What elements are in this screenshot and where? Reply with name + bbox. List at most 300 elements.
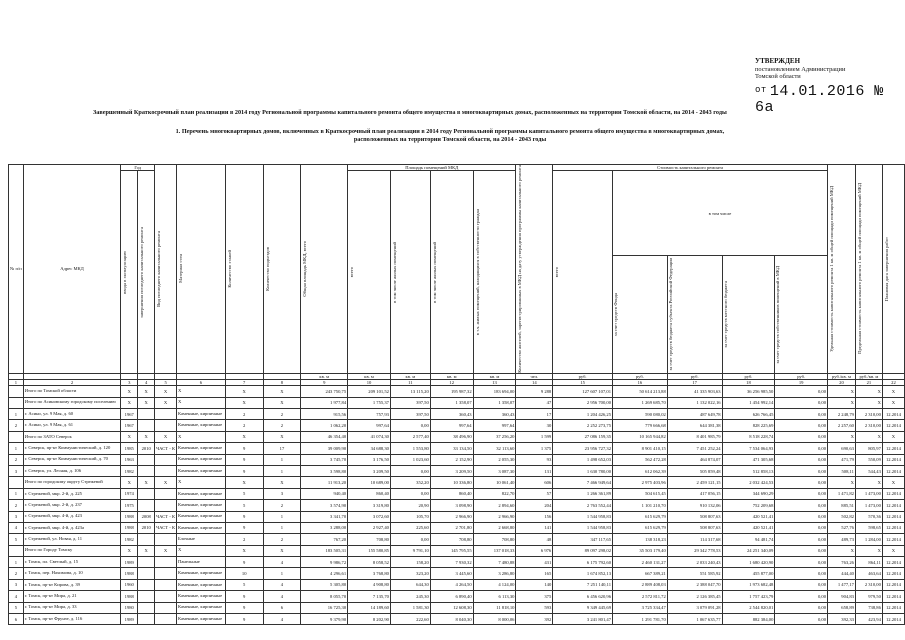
table-cell: 527,76 (828, 522, 856, 533)
table-cell: 6 175 792,60 (553, 557, 613, 568)
header-area-group: Площадь помещений МКД (348, 165, 516, 171)
header-row-mid (9, 171, 905, 256)
table-cell: 3 087,30 (473, 465, 516, 476)
unit-cell: руб. (613, 373, 668, 379)
table-cell: 0,00 (775, 443, 828, 454)
table-cell: 2 257,60 (828, 420, 856, 431)
table-cell: ЧАСТ - К (155, 511, 177, 522)
table-cell: 1988 (121, 511, 138, 522)
table-cell: 9 791,10 (390, 545, 430, 556)
table-cell: X (882, 431, 904, 442)
table-cell: 4 124,00 (473, 579, 516, 590)
table-cell: 4 296,61 (301, 568, 348, 579)
table-cell (138, 602, 155, 613)
table-row (9, 522, 905, 533)
table-cell: 93 (516, 454, 553, 465)
table-cell: 1 581,30 (390, 602, 430, 613)
table-cell: X (855, 431, 882, 442)
table-cell: 3 598,80 (301, 465, 348, 476)
table-cell: Каменные, кирпичные (177, 420, 226, 431)
main-title: Завершенный Краткосрочный план реализации в 2014 году Региональной программы капитального ремонта общего имущества в многоквартирных домах, расположенных на территории Томской области, на 2014 - 2043 годы (93, 109, 727, 116)
table-cell: 41 335 903,63 (667, 386, 722, 397)
header-repair-type: Вид последнего капитального ремонта (155, 165, 177, 374)
table-cell: 5 (9, 602, 24, 613)
table-cell: 0,00 (775, 408, 828, 419)
table-cell: 606 (516, 477, 553, 488)
table-cell: 667 389,21 (613, 568, 668, 579)
table-cell: 12.2014 (882, 557, 904, 568)
table-cell: 10 689,00 (348, 477, 391, 488)
table-cell: 487 649,78 (667, 408, 722, 419)
table-cell: Каменные, кирпичные (177, 579, 226, 590)
table-cell: 1982 (121, 465, 138, 476)
unit-cell: руб./кв. м (828, 373, 856, 379)
table-row (9, 488, 905, 499)
header-area-residential: в том числе жилых помещений (390, 171, 430, 374)
table-cell: 2008 (138, 511, 155, 522)
table-cell: Каменные, кирпичные (177, 443, 226, 454)
table-cell: 9 986,72 (301, 557, 348, 568)
table-cell: 89 097 298,02 (553, 545, 613, 556)
table-cell: 3 445,60 (430, 568, 473, 579)
table-cell: 1 (263, 568, 301, 579)
table-cell: 455 877,00 (722, 568, 775, 579)
table-cell: 145 795,55 (430, 545, 473, 556)
table-cell: 2 (225, 408, 263, 419)
table-cell: 10 336,80 (430, 477, 473, 488)
table-cell: 3 745,70 (301, 454, 348, 465)
table-cell: 48 (516, 534, 553, 545)
table-cell: 9 (225, 591, 263, 602)
table-cell: 1 358,07 (473, 397, 516, 408)
table-cell: 0,00 (390, 420, 430, 431)
header-floors: Количество этажей (225, 165, 263, 374)
table-cell: 1 358,07 (430, 397, 473, 408)
unit-cell: чел. (516, 373, 553, 379)
table-cell: 2 572 811,72 (613, 591, 668, 602)
table-cell: 360,43 (430, 408, 473, 419)
table-cell: 1 067 635,77 (667, 614, 722, 625)
header-address: Адрес МКД (23, 165, 121, 374)
table-cell: 347 117,65 (553, 534, 613, 545)
table-cell: 12.2014 (882, 454, 904, 465)
table-cell: 47 (516, 397, 553, 408)
table-cell: 2 894,60 (473, 500, 516, 511)
table-cell: г. Северск, пр-кт Коммунистический, д. 70 (23, 454, 121, 465)
column-number-cell: 7 (225, 380, 263, 386)
table-cell: 9 (225, 602, 263, 613)
column-number-cell: 13 (473, 380, 516, 386)
table-cell: 158,20 (390, 557, 430, 568)
table-cell: 2 388 047,70 (667, 579, 722, 590)
table-cell: 12.2014 (882, 591, 904, 602)
table-cell: 209 101,52 (348, 386, 391, 397)
table-cell: 508 807,63 (667, 511, 722, 522)
table-cell: 392 (516, 614, 553, 625)
table-cell: 489,73 (828, 534, 856, 545)
table-cell: 2 966,90 (430, 511, 473, 522)
table-cell: 2 (9, 454, 24, 465)
table-cell (9, 386, 24, 397)
table-cell: 708,80 (348, 534, 391, 545)
table-cell: 36 256 985,50 (722, 386, 775, 397)
column-number-cell: 18 (722, 380, 775, 386)
table-cell: 1 755,37 (348, 397, 391, 408)
table-cell: 6 890,40 (430, 591, 473, 602)
table-cell: 1 (9, 488, 24, 499)
table-cell: 131 (516, 465, 553, 476)
table-cell: 1988 (121, 591, 138, 602)
table-cell: 420 521,41 (722, 511, 775, 522)
table-cell: г. Северск, ул. Лесная, д. 106 (23, 465, 121, 476)
table-cell: 1 (9, 443, 24, 454)
table-cell: 2 152,90 (430, 454, 473, 465)
table-cell: 0,00 (775, 454, 828, 465)
table-cell: ЧАСТ - К (155, 522, 177, 533)
table-cell: 3 209,50 (348, 465, 391, 476)
table-cell: 997,64 (348, 420, 391, 431)
table-cell: г. Томск, пр-кт Мира, д. 21 (23, 591, 121, 602)
table-cell: X (828, 386, 856, 397)
table-cell: 9 (225, 557, 263, 568)
table-cell: 644 381,38 (667, 420, 722, 431)
subtitle (150, 128, 750, 144)
table-cell: 13 115,20 (390, 386, 430, 397)
table-cell: 2 966,90 (473, 511, 516, 522)
table-cell: 7 251 140,11 (553, 579, 613, 590)
table-cell: 392,33 (828, 614, 856, 625)
column-number-cell: 9 (301, 380, 348, 386)
table-cell: 105,70 (390, 511, 430, 522)
table-cell: 2 889 408,03 (613, 579, 668, 590)
table-cell: 225,60 (390, 522, 430, 533)
header-max-cost: Предельная стоимость капитального ремонта 1 кв. м общей площади помещений МКД (855, 165, 882, 374)
table-cell: 2 (263, 534, 301, 545)
table-cell: 2 (9, 568, 24, 579)
header-residents: Количество жителей, зарегистрированных в МКД на дату утверждения программы капитального ремонта (516, 165, 553, 374)
unit-cell: руб. (722, 373, 775, 379)
table-cell: 33 134,50 (430, 443, 473, 454)
table-cell: 0,00 (390, 534, 430, 545)
table-cell: 7 135,70 (348, 591, 391, 602)
table-cell: 464 874,07 (667, 454, 722, 465)
table-cell: 885,51 (828, 500, 856, 511)
table-cell: 4 (263, 614, 301, 625)
table-cell: 1985 (121, 443, 138, 454)
table-cell: 0,00 (775, 431, 828, 442)
table-cell: 1 (9, 408, 24, 419)
table-row (9, 591, 905, 602)
table-cell: 7 466 949,64 (553, 477, 613, 488)
header-incl: в том числе (613, 171, 828, 256)
table-cell: 598,65 (855, 522, 882, 533)
table-cell: г. Стрежевой, мкр. 4-й, д. 423 (23, 511, 121, 522)
table-cell: 757,93 (348, 408, 391, 419)
table-cell: 0,00 (775, 522, 828, 533)
table-cell: 822,70 (473, 488, 516, 499)
column-number-cell: 10 (348, 380, 391, 386)
table-cell: 1 (263, 465, 301, 476)
table-cell: X (138, 386, 155, 397)
table-cell: 860,40 (348, 488, 391, 499)
table-cell: 690,63 (828, 443, 856, 454)
header-entrances: Количество подъездов (263, 165, 301, 374)
table-cell: X (263, 431, 301, 442)
table-cell: 2 (225, 420, 263, 431)
table-cell: X (828, 477, 856, 488)
column-number-cell: 6 (177, 380, 226, 386)
table-cell (155, 557, 177, 568)
table-cell: X (225, 545, 263, 556)
table-cell (138, 465, 155, 476)
table-cell: 1 977,84 (301, 397, 348, 408)
table-cell: 12.2014 (882, 602, 904, 613)
table-cell: 3 241 801,47 (553, 614, 613, 625)
header-area-all: всего (348, 171, 391, 374)
table-cell: 204 (516, 500, 553, 511)
table-cell: 8 518 228,74 (722, 431, 775, 442)
table-cell: 0,00 (775, 500, 828, 511)
table-cell: 4 264,50 (430, 579, 473, 590)
header-num: № п/п (9, 165, 24, 374)
table-cell: Каменные, кирпичные (177, 591, 226, 602)
table-cell: 1 204 426,25 (553, 408, 613, 419)
table-cell: X (177, 545, 226, 556)
table-cell: 140 (516, 579, 553, 590)
table-cell: 997,64 (430, 420, 473, 431)
table-cell: 137 018,33 (473, 545, 516, 556)
table-cell: X (155, 397, 177, 408)
table-subtotal-row (9, 477, 905, 488)
table-cell: X (263, 386, 301, 397)
column-number-cell: 15 (553, 380, 613, 386)
table-cell: 1982 (121, 534, 138, 545)
table-cell: 17 (263, 443, 301, 454)
table-cell: X (828, 431, 856, 442)
table-cell: 3 (9, 511, 24, 522)
table-cell: 41 074,30 (348, 431, 391, 442)
table-cell: Итого по Томской области (23, 386, 121, 397)
table-cell: 4 (263, 591, 301, 602)
table-cell (138, 568, 155, 579)
table-cell: 12.2014 (882, 488, 904, 499)
table-cell: X (121, 397, 138, 408)
column-number-cell: 12 (430, 380, 473, 386)
table-cell: 882 384,00 (722, 614, 775, 625)
unit-cell: кв. м (301, 373, 348, 379)
table-cell: 1 (263, 454, 301, 465)
table-cell: 1 757 423,79 (722, 591, 775, 602)
unit-cell: кв. м (473, 373, 516, 379)
table-row (9, 500, 905, 511)
table-cell: 2 033 240,43 (667, 557, 722, 568)
table-row (9, 602, 905, 613)
table-cell (155, 591, 177, 602)
table-cell: 7 480,88 (473, 557, 516, 568)
table-cell: 6 (263, 602, 301, 613)
table-cell: 2 459 121,15 (667, 477, 722, 488)
table-cell: 12.2014 (882, 420, 904, 431)
table-cell: 0,00 (775, 568, 828, 579)
unit-cell: руб./кв. м (855, 373, 882, 379)
table-cell: 615 629,79 (613, 522, 668, 533)
table-cell (138, 488, 155, 499)
table-cell: X (225, 477, 263, 488)
table-row (9, 568, 905, 579)
table-cell (155, 579, 177, 590)
table-cell: 12.2014 (882, 465, 904, 476)
table-cell: 2 (225, 534, 263, 545)
table-cell: X (855, 477, 882, 488)
table-cell: 2 126 385,45 (667, 591, 722, 602)
table-row (9, 614, 905, 625)
table-row (9, 443, 905, 454)
subtitle-line1: 1. Перечень многоквартирных домов, включенных в Краткосрочный план реализации в 2014 году Региональной программы капитального ремонта общего имущества в многоквартирных домах, (175, 128, 725, 135)
table-cell: 1967 (121, 408, 138, 419)
table-cell (138, 579, 155, 590)
table-cell: 471 305,68 (722, 454, 775, 465)
table-cell: 57 (516, 488, 553, 499)
table-cell: г. Томск, пр-кт Фрунзе, д. 116 (23, 614, 121, 625)
table-cell: г. Стрежевой, мкр. 2-й, д. 225 (23, 488, 121, 499)
table-cell: 1 473,00 (855, 500, 882, 511)
table-cell: 431 (516, 557, 553, 568)
table-cell: 1 291 781,70 (613, 614, 668, 625)
table-cell: 3 768,80 (348, 568, 391, 579)
table-cell (155, 408, 177, 419)
table-cell: 504 615,45 (613, 488, 668, 499)
table-cell: 9 (225, 614, 263, 625)
table-cell: X (155, 477, 177, 488)
table-cell: г. Стрежевой, мкр. 4-й, д. 423а (23, 522, 121, 533)
table-cell: 0,00 (775, 511, 828, 522)
table-cell: 2 763 552,44 (553, 500, 613, 511)
table-cell: 0,00 (775, 557, 828, 568)
table-cell: 183 505,31 (301, 545, 348, 556)
table-cell: 5 305,80 (301, 579, 348, 590)
table-cell: 9 379,90 (301, 614, 348, 625)
table-cell: 12.2014 (882, 534, 904, 545)
table-cell: 1 454 992,14 (722, 397, 775, 408)
table-cell: 0,00 (775, 545, 828, 556)
table-row (9, 465, 905, 476)
approval-stamp (755, 58, 900, 116)
table-cell (9, 545, 24, 556)
table-cell: 1 674 852,13 (553, 568, 613, 579)
table-cell: 10 165 944,82 (613, 431, 668, 442)
table-cell: 420 521,41 (722, 522, 775, 533)
approval-title: УТВЕРЖДЕН (755, 57, 801, 65)
table-cell: Каменные, кирпичные (177, 522, 226, 533)
table-cell: 708,80 (430, 534, 473, 545)
table-cell: 1963 (121, 454, 138, 465)
table-cell: Каменные, кирпичные (177, 454, 226, 465)
table-cell: 864,11 (855, 557, 882, 568)
table-cell: 708,80 (473, 534, 516, 545)
table-cell: X (121, 431, 138, 442)
table-cell: 11 913,20 (301, 477, 348, 488)
table-cell: 12.2014 (882, 579, 904, 590)
table-cell: 463,64 (855, 568, 882, 579)
table-cell: Итого по ЗАТО Северск (23, 431, 121, 442)
table-cell: г. Томск, пр-кт Кирова, д. 39 (23, 579, 121, 590)
table-cell: 0,00 (775, 465, 828, 476)
table-cell: Блочные (177, 534, 226, 545)
table-cell (138, 591, 155, 602)
table-cell: 505 859,48 (667, 465, 722, 476)
table-cell: 1960 (121, 579, 138, 590)
table-cell: 423,94 (855, 614, 882, 625)
table-cell: 3 574,90 (301, 500, 348, 511)
table-row (9, 557, 905, 568)
column-number-cell: 3 (121, 380, 138, 386)
table-cell: 444,40 (828, 568, 856, 579)
table-cell: 6 456 620,96 (553, 591, 613, 602)
table-cell: 593 (516, 602, 553, 613)
table-cell: 551 585,92 (667, 568, 722, 579)
table-cell: 12.2014 (882, 522, 904, 533)
table-cell: 1975 (121, 500, 138, 511)
table-cell: 2 577,40 (390, 431, 430, 442)
table-cell: 10 061,40 (473, 477, 516, 488)
repair-plan-table (8, 164, 905, 625)
table-cell: 508,11 (828, 465, 856, 476)
table-cell: 544,43 (855, 465, 882, 476)
table-cell: 165 (516, 568, 553, 579)
table-cell: 8 000,06 (473, 614, 516, 625)
table-cell: 7 930,32 (430, 557, 473, 568)
table-cell: 8 040,30 (430, 614, 473, 625)
table-cell: 1 498 652,03 (553, 454, 613, 465)
table-cell: 0,00 (775, 614, 828, 625)
table-cell: 0,00 (775, 591, 828, 602)
table-cell: 8 401 985,79 (667, 431, 722, 442)
table-cell: 35 503 179,40 (613, 545, 668, 556)
approval-line2: Томской области (755, 73, 801, 81)
table-cell: 508 807,63 (667, 522, 722, 533)
table-cell: 352,20 (390, 477, 430, 488)
header-total-area: Общая площадь МКД, всего (301, 165, 348, 374)
header-cost-total: всего (553, 171, 613, 374)
table-cell: 24 251 340,09 (722, 545, 775, 556)
table-cell: 612 062,39 (613, 465, 668, 476)
table-cell: 1980 (121, 602, 138, 613)
table-cell: 2 310,00 (855, 420, 882, 431)
table-cell: 8 202,90 (348, 614, 391, 625)
table-cell (138, 454, 155, 465)
table-cell: X (138, 477, 155, 488)
table-cell: 1 132 022,16 (667, 397, 722, 408)
unit-cell: руб. (667, 373, 722, 379)
table-cell: 6 (9, 614, 24, 625)
table-cell: 2 (263, 500, 301, 511)
table-cell: 2 975 403,96 (613, 477, 668, 488)
table-cell: 2 668,80 (473, 522, 516, 533)
repair-plan-body (9, 386, 905, 625)
table-subtotal-row (9, 431, 905, 442)
table-cell: 5 (225, 488, 263, 499)
unit-cell: руб. (553, 373, 613, 379)
table-cell: 3 209,50 (430, 465, 473, 476)
table-cell: 7 534 064,93 (722, 443, 775, 454)
table-cell: X (121, 386, 138, 397)
table-cell: 1974 (121, 488, 138, 499)
table-cell: 3 (263, 488, 301, 499)
table-cell: 1 599 (516, 431, 553, 442)
column-number-cell: 8 (263, 380, 301, 386)
table-row (9, 408, 905, 419)
table-cell: 3 (9, 579, 24, 590)
